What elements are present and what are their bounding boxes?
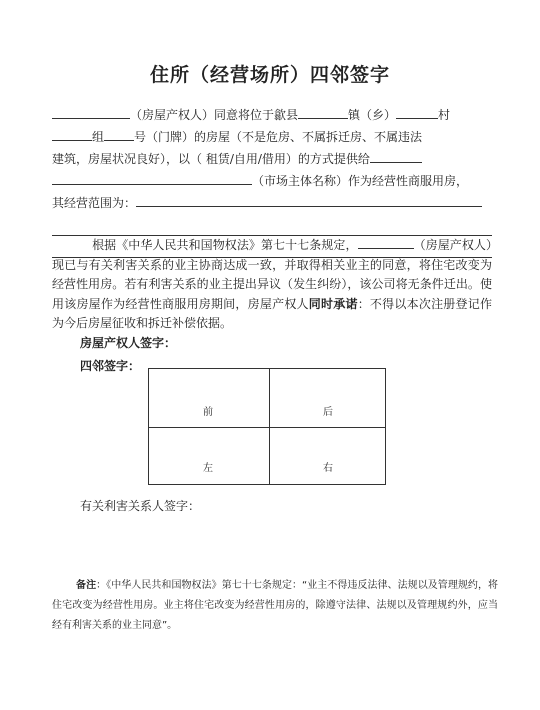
neighbor-signature-grid bbox=[148, 368, 386, 485]
form-text: 号（门牌）的房屋（不是危房、不属拆迁房、不属违法 bbox=[134, 130, 423, 144]
form-text: 镇（乡） bbox=[348, 108, 397, 122]
entity-name-blank[interactable] bbox=[52, 170, 252, 185]
statement-bold: 同时承诺 bbox=[308, 296, 358, 311]
owner-name-blank[interactable] bbox=[52, 104, 130, 119]
related-parties-label: 有关利害关系人签字： bbox=[80, 499, 201, 513]
business-scope-blank[interactable] bbox=[136, 192, 482, 207]
form-line-5 bbox=[52, 192, 492, 214]
neighbors-signature-label: 四邻签字： bbox=[80, 359, 141, 373]
owner-signature-label: 房屋产权人签字： bbox=[80, 336, 177, 350]
form-text: （房屋产权人）同意将位于歙县 bbox=[130, 108, 299, 122]
provide-to-blank[interactable] bbox=[370, 148, 422, 163]
statement-text: ：不得以本次注册登记作为今后房屋征收和拆迁补偿依据。 bbox=[52, 296, 492, 330]
grid-divider bbox=[149, 427, 385, 428]
town-blank[interactable] bbox=[298, 104, 348, 119]
form-text: 村 bbox=[438, 108, 451, 122]
cell-left[interactable]: 左 bbox=[203, 463, 213, 474]
cell-back[interactable]: 后 bbox=[323, 407, 333, 418]
form-text: （市场主体名称）作为经营性商服用房， bbox=[252, 174, 469, 188]
form-line-3 bbox=[52, 148, 492, 170]
group-blank[interactable] bbox=[52, 126, 92, 141]
village-blank[interactable] bbox=[396, 104, 438, 119]
business-scope-line-2[interactable] bbox=[52, 214, 492, 236]
cell-front[interactable]: 前 bbox=[203, 407, 213, 418]
statement-paragraph bbox=[52, 234, 492, 334]
statement-text: 根据《中华人民共和国物权法》第七十七条规定， bbox=[92, 238, 358, 252]
note-block bbox=[52, 576, 498, 636]
page-title: 住所（经营场所）四邻签字 bbox=[149, 64, 390, 86]
form-line-1 bbox=[52, 104, 492, 126]
form-text: 建筑，房屋状况良好），以（ 租赁/自用/借用）的方式提供给 bbox=[52, 152, 370, 166]
form-text: 其经营范围为： bbox=[52, 196, 137, 210]
form-text: 组 bbox=[92, 130, 105, 144]
note-text: ：《中华人民共和国物权法》第七十七条规定：“业主不得违反法律、法规以及管理规约，将住宅改变为经营性用房。业主将住宅改变为经营性用房的，除遵守法律、法规以及管理规约外，应当经有利害关系的业主同意”。 bbox=[52, 580, 499, 631]
form-line-2 bbox=[52, 126, 492, 148]
owner-name-blank-2[interactable] bbox=[358, 234, 414, 249]
form-line-4 bbox=[52, 170, 492, 192]
number-blank[interactable] bbox=[104, 126, 134, 141]
cell-right[interactable]: 右 bbox=[323, 463, 333, 474]
note-label: 备注 bbox=[76, 580, 97, 591]
statement-text: （房屋产权人）现已与有关利害关系的业主协商达成一致，并取得相关业主的同意，将住宅改变为经营性用房。若有利害关系的业主提出异议（发生纠纷），该公司将无条件迁出。使用该房屋作为经营性商服用房期间，房屋产权人 bbox=[52, 238, 492, 311]
